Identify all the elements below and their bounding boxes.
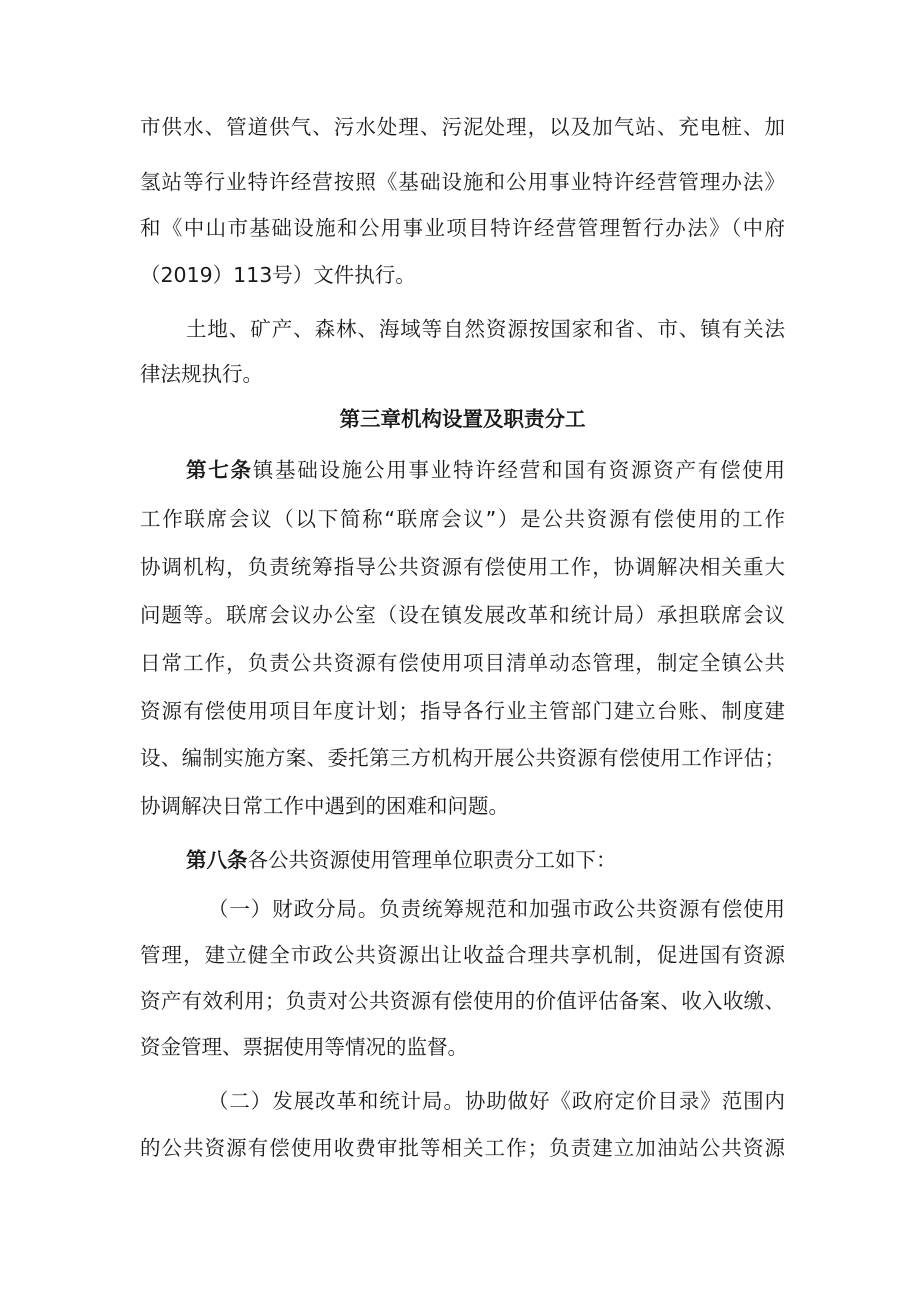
- paragraph-line: （2019）113号）文件执行。: [140, 263, 416, 287]
- paragraph-line: 问题等。联席会议办公室（设在镇发展改革和统计局）承担联席会议: [140, 603, 785, 627]
- paragraph-line: 日常工作，负责公共资源有偿使用项目清单动态管理，制定全镇公共: [140, 651, 785, 675]
- paragraph-line: 资产有效利用；负责对公共资源有偿使用的价值评估备案、收入收缴、: [140, 989, 785, 1013]
- paragraph-line: 的公共资源有偿使用收费审批等相关工作；负责建立加油站公共资源: [140, 1136, 785, 1160]
- article-8-text: 各公共资源使用管理单位职责分工如下：: [247, 848, 617, 872]
- paragraph-line: （一）财政分局。负责统筹规范和加强市政公共资源有偿使用: [208, 897, 785, 921]
- paragraph-line: 土地、矿产、森林、海域等自然资源按国家和省、市、镇有关法: [186, 317, 785, 341]
- paragraph-line: 工作联席会议（以下简称“联席会议”）是公共资源有偿使用的工作: [140, 507, 785, 531]
- article-8-label: 第八条: [186, 848, 248, 872]
- chapter-title: 第三章机构设置及职责分工: [339, 407, 586, 431]
- paragraph-line: 氢站等行业特许经营按照《基础设施和公用事业特许经营管理办法》: [140, 170, 785, 194]
- article-7-text: 镇基础设施公用事业特许经营和国有资源资产有偿使用: [252, 458, 785, 482]
- paragraph-line: 设、编制实施方案、委托第三方机构开展公共资源有偿使用工作评估；: [140, 746, 785, 770]
- paragraph-line: （二）发展改革和统计局。协助做好《政府定价目录》范围内: [208, 1089, 785, 1113]
- paragraph-line: 资源有偿使用项目年度计划；指导各行业主管部门建立台账、制度建: [140, 699, 785, 723]
- article-7-label: 第七条: [186, 458, 253, 482]
- paragraph-line: 市供水、管道供气、污水处理、污泥处理，以及加气站、充电桩、加: [140, 115, 785, 139]
- article-8-first-line: [186, 846, 785, 874]
- article-7-first-line: [186, 456, 785, 484]
- paragraph-line: 律法规执行。: [140, 362, 263, 386]
- paragraph-line: 资金管理、票据使用等情况的监督。: [140, 1035, 468, 1059]
- paragraph-line: 和《中山市基础设施和公用事业项目特许经营管理暂行办法》（中府: [140, 216, 785, 240]
- paragraph-line: 管理，建立健全市政公共资源出让收益合理共享机制，促进国有资源: [140, 943, 785, 967]
- paragraph-line: 协调解决日常工作中遇到的困难和问题。: [140, 794, 509, 818]
- paragraph-line: 协调机构，负责统筹指导公共资源有偿使用工作，协调解决相关重大: [140, 555, 785, 579]
